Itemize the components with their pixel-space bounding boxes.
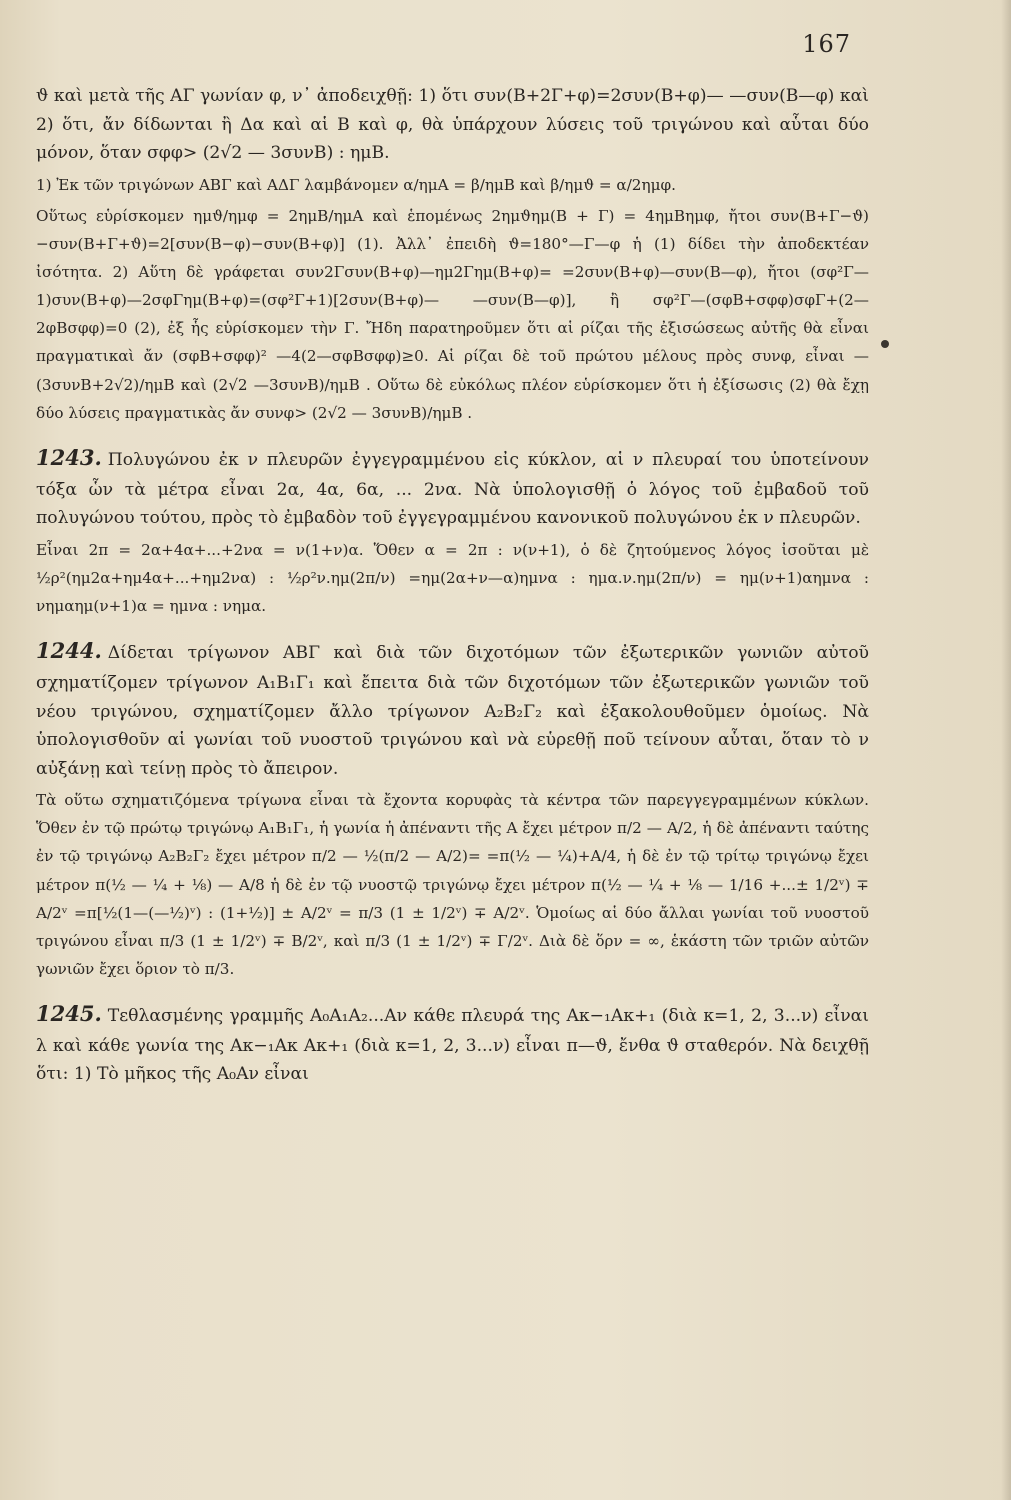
paragraph-text: ϑ καὶ μετὰ τῆς ΑΓ γωνίαν φ, ν᾽ ἀποδειχθῇ: 1) ὅτι συν(Β+2Γ+φ)=2συν(Β+φ)— —συν(Β—φ) καὶ 2) ὅτι, ἄν δίδωνται ἢ Δα καὶ αἱ Β καὶ φ, θὰ ὑπάρχουν λύσεις τοῦ τριγώνου καὶ αὗται δύο μόνον, ὅταν σφφ> (2√2 — 3συνΒ) : ημΒ. (36, 86, 869, 164)
page-body (36, 82, 869, 1092)
paragraph-text: Δίδεται τρίγωνον ΑΒΓ καὶ διὰ τῶν διχοτόμων τῶν ἐξωτερικῶν γωνιῶν αὐτοῦ σχηματίζομεν τρίγωνον Α₁Β₁Γ₁ καὶ ἔπειτα διὰ τῶν διχοτόμων τῶν ἐξωτερικῶν γωνιῶν τοῦ νέου τριγώνου, σχηματίζομεν ἄλλο τρίγωνον Α₂Β₂Γ₂ καὶ ἐξακολουθοῦμεν ὁμοίως. Νὰ ὑπολογισθοῦν αἱ γωνίαι τοῦ νυοστοῦ τριγώνου καὶ νὰ εὑρεθῇ ποῦ τείνουν αὗται, ὅταν τὸ ν αὐξάνῃ καὶ τείνῃ πρὸς τὸ ἄπειρον. (36, 643, 869, 779)
problem-paragraph (36, 997, 869, 1089)
page-number: 167 (802, 30, 851, 58)
solution-paragraph (36, 171, 869, 199)
paragraph-text: Οὕτως εὑρίσκομεν ημϑ/ημφ = 2ημΒ/ημΑ καὶ ἑπομένως 2ημϑημ(Β + Γ) = 4ημΒημφ, ἤτοι συν(Β+Γ−ϑ)−συν(Β+Γ+ϑ)=2[συν(Β−φ)−συν(Β+φ)] (1). Ἀλλ᾽ ἐπειδὴ ϑ=180°—Γ—φ ἡ (1) δίδει τὴν ἀποδεκτέαν ἰσότητα. 2) Αὕτη δὲ γράφεται συν2Γσυν(Β+φ)—ημ2Γημ(Β+φ)= =2συν(Β+φ)—συν(Β—φ), ἤτοι (σφ²Γ—1)συν(Β+φ)—2σφΓημ(Β+φ)=(σφ²Γ+1)[2συν(Β+φ)— —συν(Β—φ)], ἢ σφ²Γ—(σφΒ+σφφ)σφΓ+(2—2φΒσφφ)=0 (2), ἐξ ἧς εὑρίσκομεν τὴν Γ. Ἤδη παρατηροῦμεν ὅτι αἱ ρίζαι τῆς ἐξισώσεως αὐτῆς θὰ εἶναι πραγματικαὶ ἄν (σφΒ+σφφ)² —4(2—σφΒσφφ)≥0. Αἱ ρίζαι δὲ τοῦ πρώτου μέλους πρὸς συνφ, εἶναι — (3συνΒ+2√2)/ημΒ καὶ (2√2 —3συνΒ)/ημΒ . Οὕτω δὲ εὐκόλως πλέον εὑρίσκομεν ὅτι ἡ ἐξίσωσις (2) θὰ ἔχῃ δύο λύσεις πραγματικὰς ἄν συνφ> (2√2 — 3συνΒ)/ημΒ . (36, 206, 869, 422)
solution-paragraph (36, 202, 869, 427)
problem-number: 1244. (36, 638, 102, 664)
paragraph-text: Πολυγώνου ἐκ ν πλευρῶν ἐγγεγραμμένου εἰς κύκλον, αἱ ν πλευραί του ὑποτείνουν τόξα ὧν τὰ μέτρα εἶναι 2α, 4α, 6α, ... 2να. Νὰ ὑπολογισθῇ ὁ λόγος τοῦ ἐμβαδοῦ τοῦ πολυγώνου τούτου, πρὸς τὸ ἐμβαδὸν τοῦ ἐγγεγραμμένου κανονικοῦ πολυγώνου ἐκ ν πλευρῶν. (36, 449, 869, 529)
problem-number: 1243. (36, 444, 102, 470)
margin-dot (881, 340, 889, 348)
paragraph-text: Τὰ οὕτω σχηματιζόμενα τρίγωνα εἶναι τὰ ἔχοντα κορυφὰς τὰ κέντρα τῶν παρεγγεγραμμένων κύκλων. Ὅθεν ἐν τῷ πρώτῳ τριγώνῳ Α₁Β₁Γ₁, ἡ γωνία ἡ ἀπέναντι τῆς Α ἔχει μέτρον π/2 — Α/2, ἡ δὲ ἀπέναντι ταύτης ἐν τῷ τριγώνῳ Α₂Β₂Γ₂ ἔχει μέτρον π/2 — ½(π/2 — Α/2)= =π(½ — ¼)+Α/4, ἡ δὲ ἐν τῷ τρίτῳ τριγώνῳ ἔχει μέτρον π(½ — ¼ + ⅛) — Α/8 ἡ δὲ ἐν τῷ νυοστῷ τριγώνῳ ἔχει μέτρον π(½ — ¼ + ⅛ — 1/16 +...± 1/2ᵛ) ∓ Α/2ᵛ =π[½(1—(—½)ᵛ) : (1+½)] ± Α/2ᵛ = π/3 (1 ± 1/2ᵛ) ∓ Α/2ᵛ. Ὁμοίως αἱ δύο ἄλλαι γωνίαι τοῦ νυοστοῦ τριγώνου εἶναι π/3 (1 ± 1/2ᵛ) ∓ Β/2ᵛ, καὶ π/3 (1 ± 1/2ᵛ) ∓ Γ/2ᵛ. Διὰ δὲ ὅρν = ∞, ἑκάστη τῶν τριῶν αὐτῶν γωνιῶν ἔχει ὅριον τὸ π/3. (36, 791, 869, 978)
paragraph-text: Τεθλασμένης γραμμῆς Α₀Α₁Α₂...Αν κάθε πλευρά της Ακ−₁Ακ+₁ (διὰ κ=1, 2, 3...ν) εἶναι λ καὶ κάθε γωνία της Ακ−₁Ακ Ακ+₁ (διὰ κ=1, 2, 3...ν) εἶναι π—ϑ, ἔνθα ϑ σταθερόν. Νὰ δειχθῇ ὅτι: 1) Τὸ μῆκος τῆς Α₀Αν εἶναι (36, 1006, 869, 1085)
text-paragraph (36, 82, 869, 168)
problem-number: 1245. (36, 1001, 102, 1027)
paragraph-text: Εἶναι 2π = 2α+4α+...+2να = ν(1+ν)α. Ὅθεν α = 2π : ν(ν+1), ὁ δὲ ζητούμενος λόγος ἰσοῦται μὲ ½ρ²(ημ2α+ημ4α+...+ημ2να) : ½ρ²ν.ημ(2π/ν) =ημ(2α+ν—α)ημνα : ημα.ν.ημ(2π/ν) = ημ(ν+1)αημνα : νημαημ(ν+1)α = ημνα : νημα. (36, 540, 869, 615)
problem-paragraph (36, 441, 869, 533)
page-edge-shadow (1001, 0, 1011, 1500)
paragraph-text: 1) Ἐκ τῶν τριγώνων ΑΒΓ καὶ ΑΔΓ λαμβάνομεν α/ημΑ = β/ημΒ καὶ β/ημϑ = α/2ημφ. (36, 175, 676, 194)
solution-paragraph (36, 786, 869, 983)
problem-paragraph (36, 634, 869, 783)
solution-paragraph (36, 536, 869, 620)
